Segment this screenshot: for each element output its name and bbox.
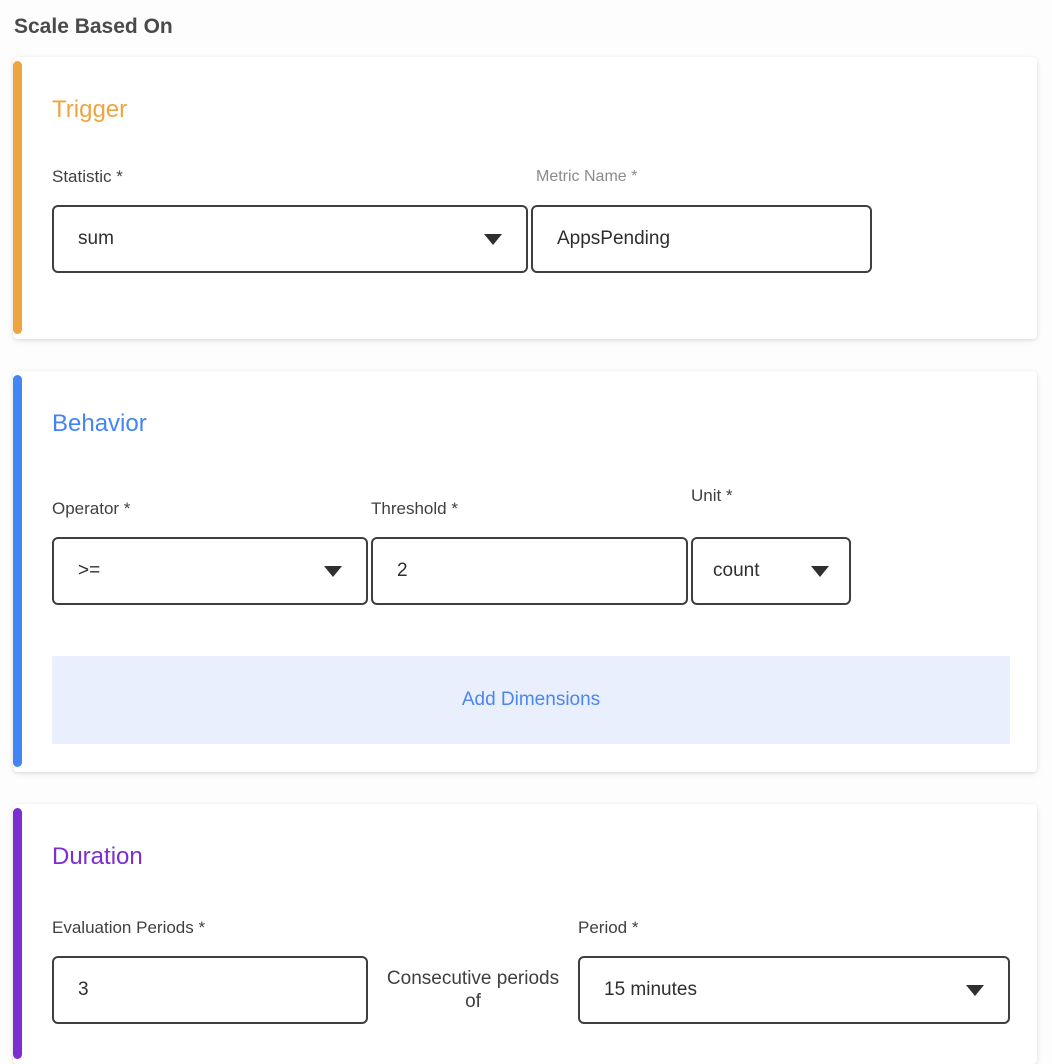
behavior-heading: Behavior [52,410,147,437]
chevron-down-icon [484,234,502,245]
period-field [578,917,1010,1024]
duration-card [13,804,1037,1064]
unit-field [691,486,851,605]
trigger-card [13,57,1037,339]
trigger-heading: Trigger [52,96,128,123]
threshold-label: Threshold * [371,499,458,518]
duration-heading: Duration [52,843,143,870]
chevron-down-icon [811,566,829,577]
statistic-select[interactable] [52,205,528,273]
unit-value: count [713,560,760,581]
metric-name-input[interactable] [531,205,872,273]
operator-field [52,498,368,605]
metric-name-field [531,166,872,273]
chevron-down-icon [324,566,342,577]
period-value: 15 minutes [604,979,697,1000]
form-sections [0,57,1052,1064]
period-select[interactable] [578,956,1010,1024]
operator-value: >= [78,560,101,581]
trigger-accent-bar [13,61,22,334]
statistic-label: Statistic * [52,167,123,186]
evaluation-periods-label: Evaluation Periods * [52,918,206,937]
behavior-card [13,371,1037,772]
statistic-value: sum [78,228,114,249]
statistic-field [52,166,528,273]
consecutive-periods-text: Consecutive periods of [386,968,560,1012]
threshold-input[interactable] [371,537,688,605]
duration-accent-bar [13,808,22,1059]
operator-label: Operator * [52,499,131,518]
evaluation-periods-input[interactable] [52,956,368,1024]
page-title: Scale Based On [14,15,173,38]
operator-select[interactable] [52,537,368,605]
chevron-down-icon [966,985,984,996]
unit-select[interactable] [691,537,851,605]
behavior-accent-bar [13,375,22,767]
period-label: Period * [578,918,639,937]
metric-name-label: Metric Name * [536,168,638,185]
threshold-field [371,498,688,605]
add-dimensions-button[interactable]: Add Dimensions [52,656,1010,744]
evaluation-periods-field [52,917,368,1024]
unit-label: Unit * [691,486,733,505]
